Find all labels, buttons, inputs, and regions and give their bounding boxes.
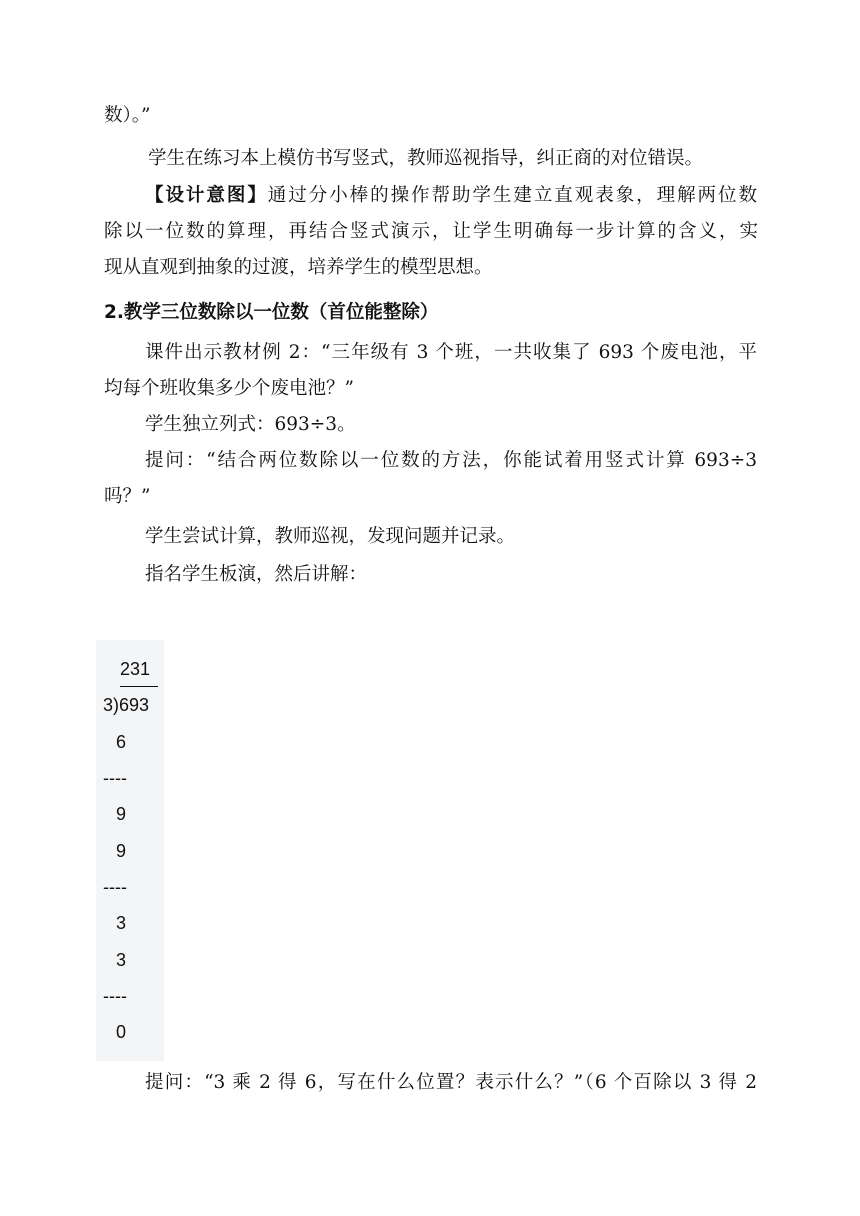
long-division-block xyxy=(96,640,164,1061)
design-intent-label: 【设计意图】 xyxy=(145,185,268,206)
design-intent-line xyxy=(145,184,757,208)
paragraph-line: 学生在练习本上模仿书写竖式，教师巡视指导，纠正商的对位错误。 xyxy=(148,148,704,169)
division-bar xyxy=(120,686,158,687)
division-step: 3 xyxy=(116,950,127,970)
division-step: 3 xyxy=(116,913,127,933)
paragraph-line: 现从直观到抽象的过渡，培养学生的模型思想。 xyxy=(104,257,493,278)
paragraph-line: 吗？” xyxy=(104,486,151,507)
paragraph-line: 除以一位数的算理，再结合竖式演示，让学生明确每一步计算的含义，实 xyxy=(104,221,758,242)
division-step: 9 xyxy=(116,841,127,861)
paragraph-line: 学生尝试计算，教师巡视，发现问题并记录。 xyxy=(145,526,516,547)
paragraph-line: 学生独立列式：693÷3。 xyxy=(145,414,356,435)
paragraph-line: 均每个班收集多少个废电池？” xyxy=(104,378,354,399)
division-remainder: 0 xyxy=(116,1022,127,1042)
paragraph-line: 课件出示教材例 2：“三年级有 3 个班，一共收集了 693 个废电池，平 xyxy=(145,342,757,363)
paragraph-line: 提问：“3 乘 2 得 6，写在什么位置？表示什么？”（6 个百除以 3 得 2 xyxy=(145,1072,757,1093)
division-step-line: ---- xyxy=(103,986,127,1006)
division-step: 9 xyxy=(116,804,127,824)
division-step-line: ---- xyxy=(103,877,127,897)
divisor-dividend: 3)693 xyxy=(103,695,150,715)
section-heading: 2.教学三位数除以一位数（首位能整除） xyxy=(104,302,439,323)
division-quotient: 231 xyxy=(120,659,151,679)
division-step-line: ---- xyxy=(103,768,127,788)
division-step: 6 xyxy=(116,732,127,752)
paragraph-line: 提问：“结合两位数除以一位数的方法，你能试着用竖式计算 693÷3 xyxy=(145,450,757,471)
paragraph-line: 数）。” xyxy=(104,105,151,126)
paragraph-line: 指名学生板演，然后讲解： xyxy=(145,564,368,585)
design-intent-text: 通过分小棒的操作帮助学生建立直观表象，理解两位数 xyxy=(267,185,757,206)
